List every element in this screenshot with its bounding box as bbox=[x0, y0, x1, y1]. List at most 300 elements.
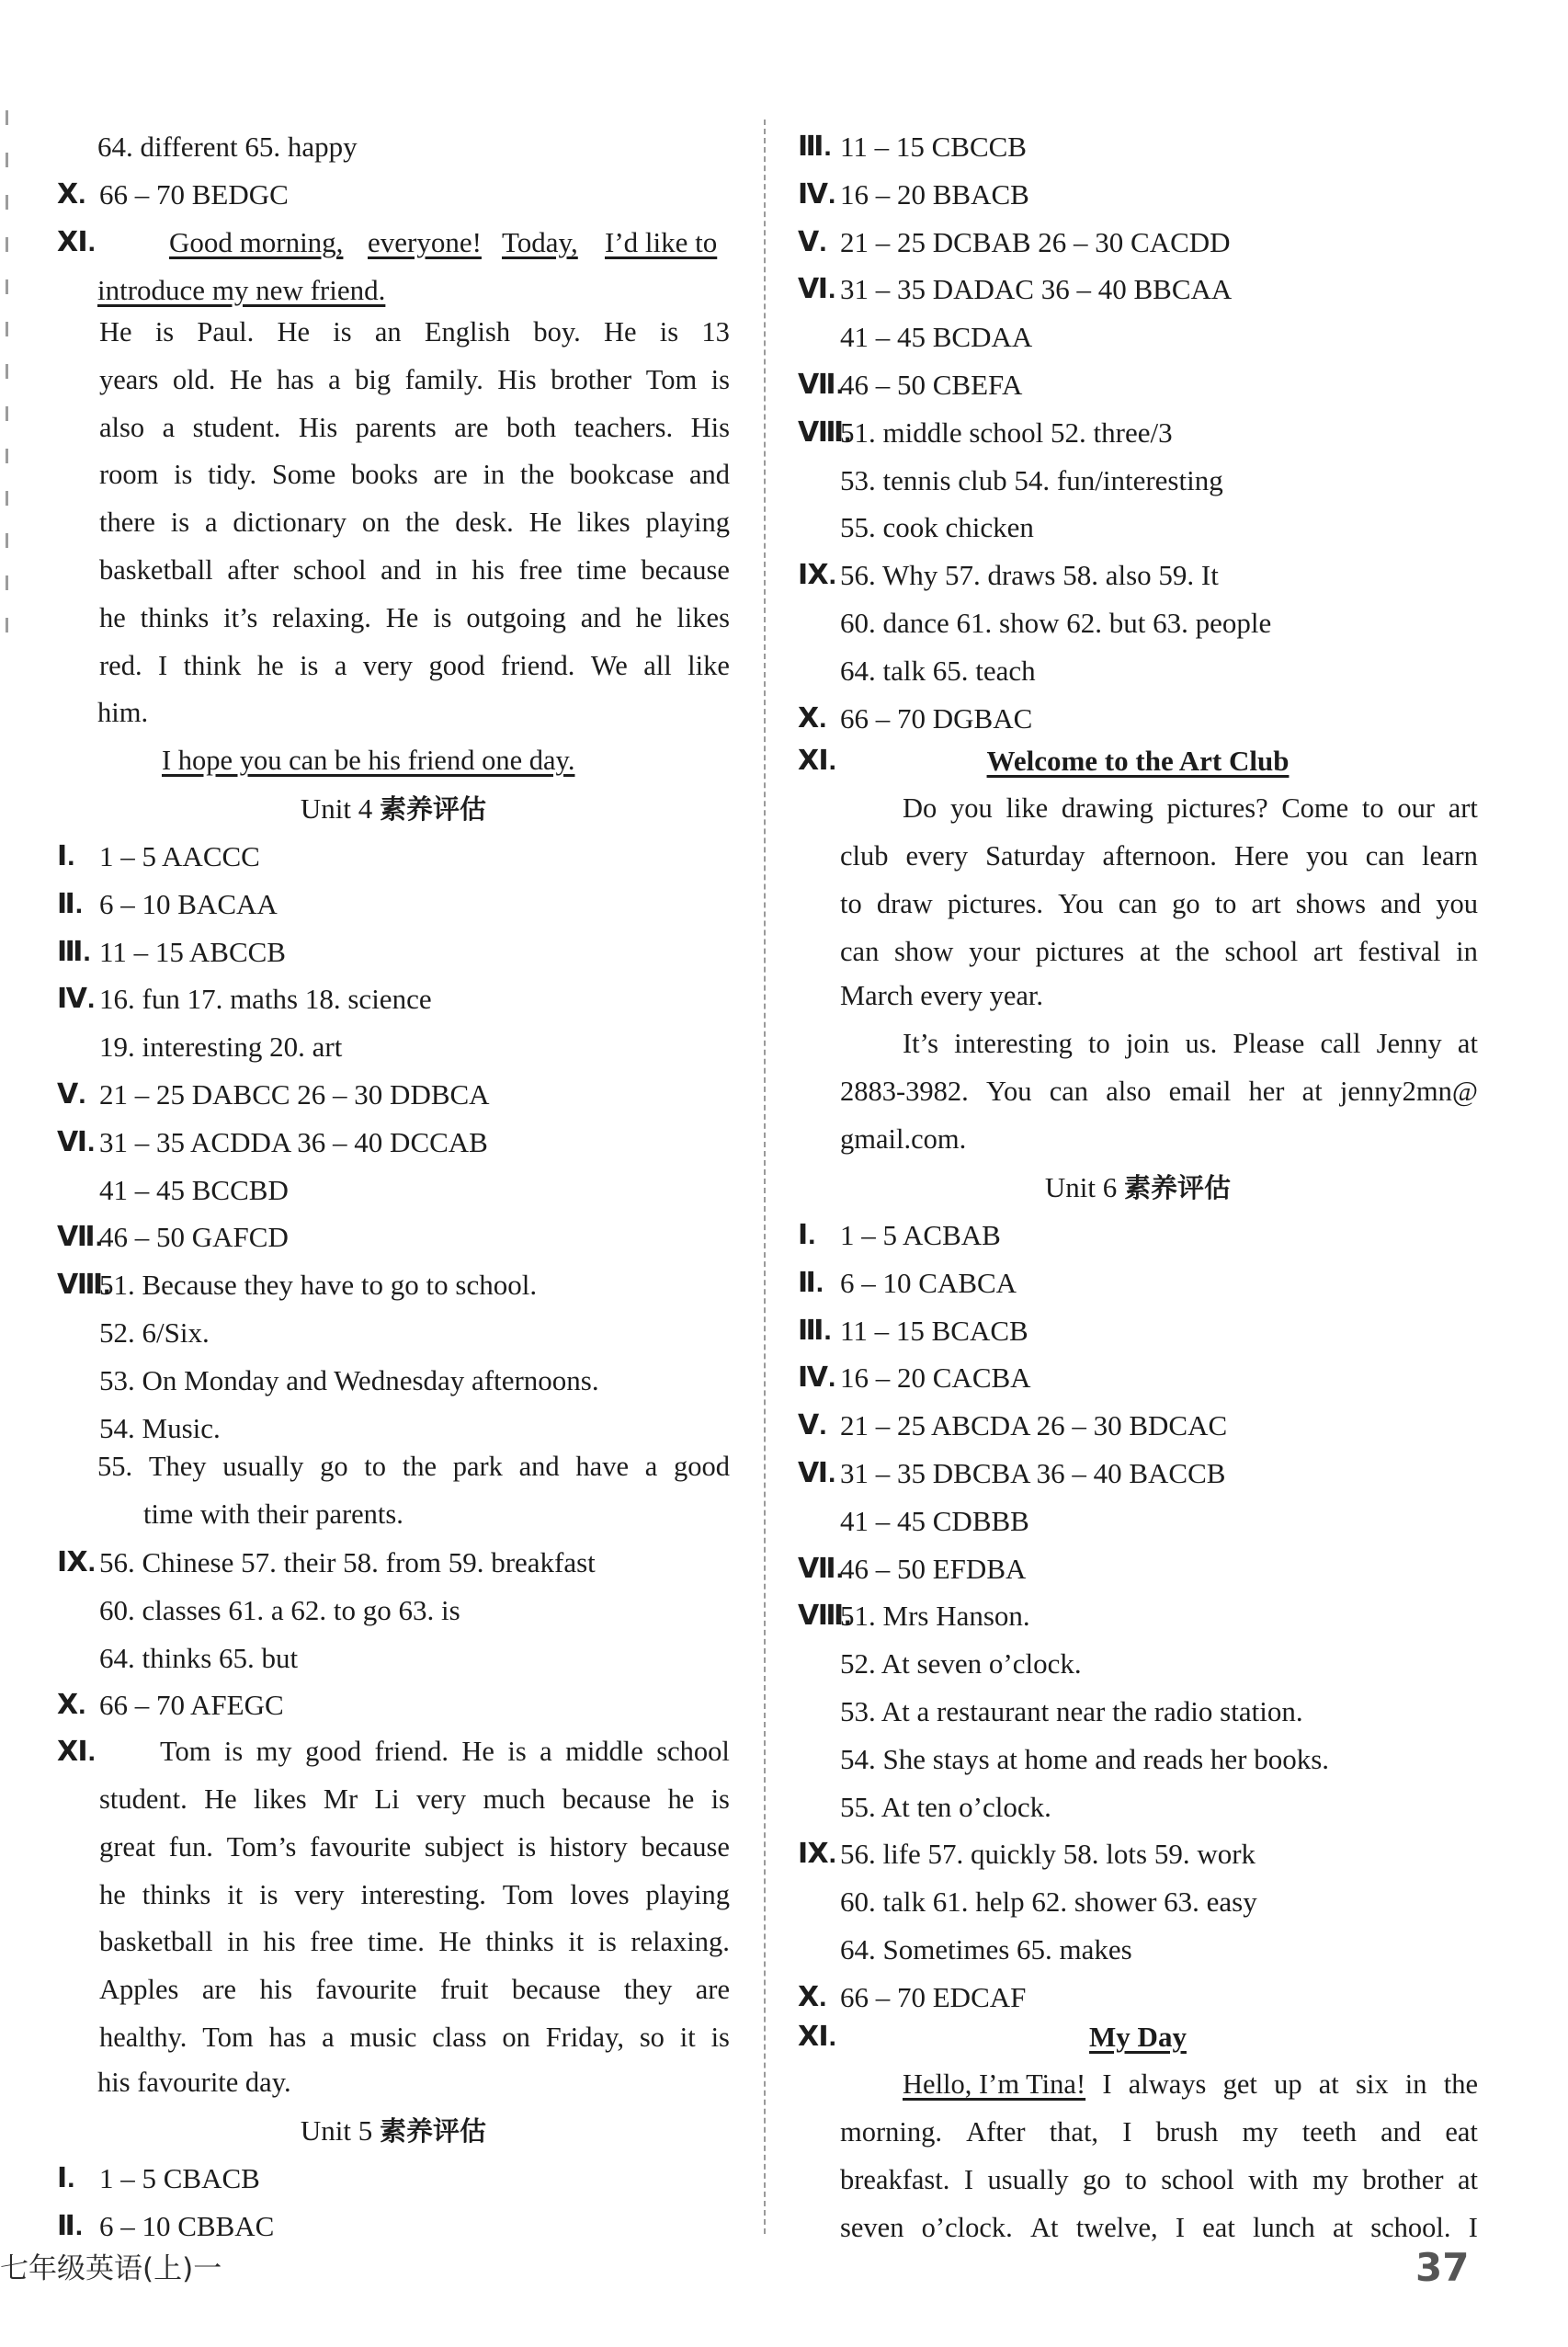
word: club bbox=[840, 840, 889, 872]
word: is bbox=[174, 459, 193, 491]
essay-closing-line: I hope you can be his friend one day. bbox=[162, 745, 575, 776]
word: has bbox=[276, 363, 314, 395]
word: eat bbox=[1202, 2211, 1235, 2243]
word: I bbox=[1122, 2116, 1132, 2148]
word: His bbox=[690, 411, 730, 443]
answer-line: time with their parents. bbox=[143, 1498, 403, 1530]
answer-text: 56. Chinese 57. their 58. from 59. breakfast bbox=[99, 1546, 596, 1578]
word: He bbox=[229, 363, 263, 395]
word: Friday, bbox=[545, 2022, 624, 2053]
word: like bbox=[1006, 792, 1049, 824]
word: thinks bbox=[140, 601, 210, 633]
section-numeral: Ⅲ. bbox=[57, 936, 91, 967]
answer-text: 46 – 50 EFDBA bbox=[840, 1552, 1027, 1585]
word: is bbox=[223, 1736, 244, 1767]
word: great bbox=[99, 1830, 155, 1863]
word: is bbox=[507, 1736, 527, 1767]
word: I bbox=[1175, 2211, 1186, 2243]
answer-text: 21 – 25 DCBAB 26 – 30 CACDD bbox=[840, 225, 1231, 258]
word: you bbox=[1436, 887, 1478, 919]
word: school bbox=[292, 554, 367, 586]
essay-line bbox=[903, 785, 1478, 832]
word: thinks bbox=[142, 1878, 211, 1910]
section-numeral: Ⅱ. bbox=[57, 2210, 84, 2241]
word: likes bbox=[253, 1783, 307, 1815]
word: my bbox=[1242, 2116, 1278, 2148]
answer-text: 60. talk 61. help 62. shower 63. easy bbox=[840, 1886, 1257, 1919]
essay-line bbox=[99, 595, 730, 642]
word: o’clock. bbox=[921, 2211, 1013, 2243]
answer-text: 31 – 35 DBCBA 36 – 40 BACCB bbox=[840, 1457, 1226, 1489]
section-numeral: Ⅸ. bbox=[57, 1547, 96, 1578]
word: my bbox=[1312, 2163, 1348, 2195]
word: he bbox=[635, 601, 663, 633]
word: is bbox=[170, 507, 190, 539]
word: school bbox=[656, 1736, 730, 1767]
word: both bbox=[506, 411, 557, 443]
word: has bbox=[268, 2022, 307, 2053]
word: Come bbox=[1281, 792, 1349, 824]
section-numeral: Ⅶ. bbox=[798, 370, 844, 400]
word: bookcase bbox=[569, 459, 675, 491]
essay-line bbox=[99, 1776, 730, 1823]
word: He bbox=[385, 601, 419, 633]
word: in bbox=[1456, 935, 1478, 967]
word: usually bbox=[987, 2163, 1069, 2195]
word: much bbox=[483, 1783, 546, 1815]
section-numeral: Ⅸ. bbox=[798, 1839, 836, 1870]
answer-text: 19. interesting 20. art bbox=[99, 1031, 343, 1064]
word: basketball bbox=[99, 554, 213, 586]
section-numeral: Ⅶ. bbox=[798, 1553, 844, 1584]
word: teeth bbox=[1301, 2116, 1357, 2148]
word: favourite bbox=[310, 1830, 412, 1863]
answer-text: 64. Sometimes 65. makes bbox=[840, 1933, 1132, 1965]
word: pictures bbox=[1035, 935, 1125, 967]
essay-line bbox=[840, 2157, 1478, 2204]
answer-text: 56. life 57. quickly 58. lots 59. work bbox=[840, 1838, 1256, 1871]
word: is bbox=[433, 601, 452, 633]
word: breakfast. bbox=[840, 2163, 950, 2195]
word: He bbox=[438, 1926, 472, 1958]
word: subject bbox=[424, 1830, 505, 1863]
word: Paul. bbox=[197, 316, 255, 347]
answer-text: 16 – 20 BBACB bbox=[840, 177, 1029, 211]
answer-text: 64. talk 65. teach bbox=[840, 654, 1036, 687]
word: His bbox=[497, 363, 537, 395]
essay-line bbox=[99, 1824, 730, 1871]
word: shows bbox=[1295, 887, 1367, 919]
word: get bbox=[1222, 2068, 1257, 2100]
word: every bbox=[905, 840, 969, 872]
essay-opening-line: Ⅺ. Good morning, everyone! Today, I’d like to bbox=[57, 226, 718, 258]
answer-text: 53. On Monday and Wednesday afternoons. bbox=[99, 1363, 599, 1396]
word: He bbox=[204, 1783, 237, 1815]
word: he bbox=[99, 1878, 126, 1910]
word: school. bbox=[1370, 2211, 1451, 2243]
essay-line bbox=[99, 404, 730, 451]
word: I bbox=[158, 649, 168, 681]
word: 55. bbox=[97, 1451, 133, 1482]
word: seven bbox=[840, 2211, 904, 2243]
essay-line bbox=[840, 881, 1478, 928]
section-numeral: Ⅰ. bbox=[57, 841, 75, 872]
essay-line: March every year. bbox=[840, 980, 1044, 1011]
word: always bbox=[1128, 2068, 1207, 2100]
word: morning. bbox=[840, 2116, 942, 2148]
answer-text: 64. thinks 65. but bbox=[99, 1641, 299, 1674]
answer-text: 66 – 70 EDCAF bbox=[840, 1980, 1027, 2013]
word: tidy. bbox=[208, 459, 257, 491]
word: teachers. bbox=[574, 411, 674, 443]
word: are bbox=[454, 411, 489, 443]
section-numeral: Ⅲ. bbox=[798, 1315, 832, 1346]
word: park bbox=[452, 1451, 503, 1482]
word: can bbox=[1049, 1076, 1089, 1107]
word: I bbox=[1102, 2068, 1112, 2100]
answer-text: 31 – 35 DADAC 36 – 40 BBCAA bbox=[840, 273, 1233, 306]
word: Tom bbox=[502, 1878, 554, 1910]
word: a bbox=[334, 649, 347, 681]
answer-text: 11 – 15 ABCCB bbox=[99, 935, 286, 968]
word: likes bbox=[577, 507, 631, 539]
word: are bbox=[695, 1974, 730, 2006]
word: class bbox=[432, 2022, 487, 2053]
word: fruit bbox=[439, 1974, 489, 2006]
word: it bbox=[568, 1926, 585, 1958]
word: the bbox=[402, 1451, 437, 1482]
word: at bbox=[1457, 1028, 1478, 1059]
answer-text: 54. Music. bbox=[99, 1411, 221, 1444]
word: you bbox=[949, 792, 993, 824]
answer-text: 53. tennis club 54. fun/interesting bbox=[840, 463, 1223, 496]
word: pictures. bbox=[947, 887, 1044, 919]
word: to bbox=[1361, 792, 1384, 824]
section-numeral: Ⅵ. bbox=[798, 1458, 836, 1488]
word: Tom’s bbox=[226, 1830, 297, 1863]
word: in bbox=[483, 459, 506, 491]
unit4-heading: Unit 4 素养评估 bbox=[300, 792, 487, 825]
word: can bbox=[1118, 887, 1158, 919]
answer-text: 41 – 45 BCCBD bbox=[99, 1173, 289, 1206]
essay-line bbox=[99, 2014, 730, 2061]
word: there bbox=[99, 507, 155, 539]
word: is bbox=[333, 316, 352, 347]
word: to bbox=[1125, 2163, 1147, 2195]
word: have bbox=[575, 1451, 629, 1482]
section-numeral: Ⅴ. bbox=[798, 1410, 827, 1441]
word: her bbox=[1248, 1076, 1285, 1107]
answer-text: 60. dance 61. show 62. but 63. people bbox=[840, 607, 1272, 639]
section-numeral: Ⅴ. bbox=[798, 226, 827, 257]
word: dictionary bbox=[233, 507, 347, 539]
word: is bbox=[517, 1830, 537, 1863]
word: likes bbox=[676, 601, 730, 633]
word: like bbox=[687, 649, 730, 681]
word: he bbox=[256, 649, 284, 681]
word: fun. bbox=[168, 1830, 213, 1863]
word: music bbox=[349, 2022, 417, 2053]
word: on bbox=[361, 507, 391, 539]
word: outgoing bbox=[466, 601, 566, 633]
word: He bbox=[461, 1736, 494, 1767]
word: Li bbox=[374, 1783, 400, 1815]
word: because bbox=[641, 1830, 730, 1863]
essay-line bbox=[840, 1068, 1478, 1115]
word: and bbox=[518, 1451, 560, 1482]
word: very bbox=[362, 649, 414, 681]
word: Do bbox=[903, 792, 937, 824]
section-numeral: Ⅱ. bbox=[798, 1267, 824, 1298]
word: because bbox=[511, 1974, 601, 2006]
word: my bbox=[256, 1736, 292, 1767]
section-numeral: Ⅰ. bbox=[57, 2163, 75, 2193]
answer-text: 11 – 15 BCACB bbox=[840, 1314, 1028, 1347]
section-numeral: Ⅷ. bbox=[798, 1601, 852, 1632]
section-numeral: Ⅹ. bbox=[57, 1690, 86, 1721]
word: Jenny bbox=[1376, 1028, 1442, 1059]
word: are bbox=[201, 1974, 237, 2006]
word: He bbox=[603, 316, 637, 347]
word: Apples bbox=[99, 1974, 179, 2006]
answer-text: 11 – 15 CBCCB bbox=[840, 131, 1027, 163]
word: red. bbox=[99, 649, 142, 681]
word: brush bbox=[1155, 2116, 1219, 2148]
section-numeral: Ⅳ. bbox=[798, 178, 836, 210]
word: at bbox=[1333, 2211, 1354, 2243]
word: twelve, bbox=[1075, 2211, 1158, 2243]
answer-text: 53. At a restaurant near the radio station. bbox=[840, 1695, 1303, 1727]
word: festival bbox=[1358, 935, 1441, 967]
word: our bbox=[1397, 792, 1436, 824]
answer-text: 60. classes 61. a 62. to go 63. is bbox=[99, 1593, 460, 1626]
answer-text: 21 – 25 DABCC 26 – 30 DDBCA bbox=[99, 1078, 490, 1111]
word: can bbox=[1365, 840, 1405, 872]
section-numeral: Ⅴ. bbox=[57, 1079, 86, 1110]
word: You bbox=[986, 1076, 1032, 1107]
answer-text: 66 – 70 AFEGC bbox=[99, 1689, 284, 1722]
essay-line bbox=[99, 1872, 730, 1919]
word: at bbox=[1318, 2068, 1339, 2100]
word: is bbox=[710, 363, 730, 395]
section-numeral: Ⅷ. bbox=[798, 416, 852, 448]
underlined-opening: Hello, I’m Tina! bbox=[903, 2068, 1086, 2100]
word: his bbox=[472, 554, 505, 586]
word: you bbox=[1306, 840, 1348, 872]
essay-title: My Day bbox=[1089, 2021, 1187, 2053]
word: go bbox=[1172, 887, 1200, 919]
word: Saturday bbox=[985, 840, 1085, 872]
essay-line bbox=[840, 2109, 1478, 2156]
word: to bbox=[1214, 887, 1237, 919]
word: English bbox=[424, 316, 511, 347]
essay-line bbox=[840, 929, 1478, 975]
word: six bbox=[1355, 2068, 1389, 2100]
word: pictures? bbox=[1166, 792, 1268, 824]
word: he bbox=[99, 601, 126, 633]
word: Tom bbox=[160, 1736, 211, 1767]
essay-line bbox=[99, 357, 730, 404]
essay-line bbox=[840, 833, 1478, 880]
word: jenny2mn@ bbox=[1339, 1076, 1478, 1107]
word: learn bbox=[1421, 840, 1478, 872]
essay-line bbox=[903, 2061, 1478, 2108]
essay-line bbox=[99, 451, 730, 498]
word: a bbox=[322, 2022, 335, 2053]
word: in bbox=[1404, 2068, 1427, 2100]
word: he bbox=[667, 1783, 695, 1815]
word: a bbox=[204, 507, 218, 539]
word: a bbox=[540, 1736, 552, 1767]
word: a bbox=[162, 411, 176, 443]
essay-line bbox=[160, 1728, 730, 1775]
word: boy. bbox=[533, 316, 581, 347]
word: that, bbox=[1049, 2116, 1099, 2148]
word: basketball bbox=[99, 1926, 213, 1958]
word: up bbox=[1274, 2068, 1302, 2100]
word: time bbox=[576, 554, 627, 586]
word: and bbox=[688, 459, 730, 491]
word: Mr bbox=[323, 1783, 358, 1815]
word: lunch bbox=[1253, 2211, 1315, 2243]
word: his bbox=[259, 1974, 293, 2006]
word: family. bbox=[404, 363, 483, 395]
footer-book-title: 七年级英语(上)一 bbox=[0, 2252, 222, 2285]
answer-text: 52. At seven o’clock. bbox=[840, 1647, 1082, 1680]
section-numeral: Ⅹ. bbox=[798, 702, 827, 734]
word: parents bbox=[355, 411, 437, 443]
essay-line: his favourite day. bbox=[97, 2067, 291, 2098]
word: in bbox=[435, 554, 458, 586]
answer-text: 41 – 45 BCDAA bbox=[840, 321, 1033, 354]
essay-line: him. bbox=[97, 697, 149, 728]
word: us. bbox=[1185, 1028, 1218, 1059]
word: After bbox=[966, 2116, 1026, 2148]
word: eat bbox=[1445, 2116, 1478, 2148]
section-numeral: Ⅷ. bbox=[57, 1270, 111, 1301]
word: after bbox=[227, 554, 279, 586]
answer-text: 16. fun 17. maths 18. science bbox=[99, 983, 432, 1016]
word: with bbox=[1248, 2163, 1299, 2195]
essay-line bbox=[840, 2205, 1478, 2251]
section-numeral: Ⅳ. bbox=[57, 984, 96, 1015]
word: desk. bbox=[455, 507, 514, 539]
word: is bbox=[259, 1878, 278, 1910]
word: books bbox=[351, 459, 418, 491]
word: email bbox=[1168, 1076, 1232, 1107]
word: are bbox=[433, 459, 468, 491]
word: They bbox=[148, 1451, 207, 1482]
word: He bbox=[277, 316, 311, 347]
word: is bbox=[300, 649, 319, 681]
word: years bbox=[99, 363, 159, 395]
word: We bbox=[590, 649, 628, 681]
word: it’s bbox=[223, 601, 258, 633]
word: at bbox=[1457, 2163, 1478, 2195]
word: big bbox=[355, 363, 392, 395]
answer-text: 55. cook chicken bbox=[840, 511, 1034, 544]
answer-text: 55. At ten o’clock. bbox=[840, 1790, 1051, 1823]
word: 13 bbox=[701, 316, 730, 347]
word: history bbox=[549, 1830, 628, 1863]
word: favourite bbox=[315, 1974, 417, 2006]
answer-text: 46 – 50 GAFCD bbox=[99, 1221, 289, 1254]
word: He bbox=[99, 316, 132, 347]
word: and bbox=[580, 601, 621, 633]
section-numeral: Ⅸ. bbox=[798, 560, 836, 591]
word: school bbox=[1224, 935, 1299, 967]
word: to bbox=[364, 1451, 387, 1482]
answer-text: 6 – 10 CABCA bbox=[840, 1266, 1017, 1299]
section-numeral: Ⅲ. bbox=[798, 131, 832, 162]
word: very bbox=[294, 1878, 345, 1910]
essay-line bbox=[99, 499, 730, 546]
section-numeral: Ⅰ. bbox=[798, 1220, 816, 1250]
word: Please bbox=[1233, 1028, 1305, 1059]
word: friend. bbox=[500, 649, 575, 681]
answer-text: 31 – 35 ACDDA 36 – 40 DCCAB bbox=[99, 1125, 488, 1158]
word: show bbox=[894, 935, 954, 967]
word: art bbox=[1312, 935, 1344, 967]
section-numeral: Ⅱ. bbox=[57, 888, 84, 919]
word: also bbox=[1106, 1076, 1152, 1107]
answer-text: 21 – 25 ABCDA 26 – 30 BDCAC bbox=[840, 1409, 1228, 1442]
word: is bbox=[597, 1926, 617, 1958]
word: Tom bbox=[645, 363, 698, 395]
word: so bbox=[639, 2022, 665, 2053]
word: the bbox=[1175, 935, 1210, 967]
word: his bbox=[263, 1926, 296, 1958]
word: a bbox=[644, 1451, 658, 1482]
word: His bbox=[298, 411, 338, 443]
word: also bbox=[99, 411, 145, 443]
word: I bbox=[1468, 2211, 1478, 2243]
word: the bbox=[519, 459, 555, 491]
word: call bbox=[1320, 1028, 1361, 1059]
word: all bbox=[643, 649, 672, 681]
word: brother bbox=[551, 363, 632, 395]
word: middle bbox=[565, 1736, 643, 1767]
answer-text: 6 – 10 CBBAC bbox=[99, 2209, 275, 2242]
word: good bbox=[428, 649, 485, 681]
page-number: 37 bbox=[1415, 2245, 1470, 2290]
answer-text: 1 – 5 ACBAB bbox=[840, 1219, 1001, 1251]
word: is bbox=[659, 316, 679, 347]
word: your bbox=[969, 935, 1020, 967]
word: Tom bbox=[202, 2022, 254, 2053]
essay-line: gmail.com. bbox=[840, 1123, 967, 1155]
word: Some bbox=[271, 459, 336, 491]
word: thinks bbox=[485, 1926, 554, 1958]
word: very bbox=[415, 1783, 467, 1815]
word: and bbox=[1381, 887, 1422, 919]
word: think bbox=[183, 649, 242, 681]
word: time. bbox=[368, 1926, 425, 1958]
word: to bbox=[1088, 1028, 1110, 1059]
binding-edge-marks bbox=[0, 110, 15, 699]
word: interesting bbox=[954, 1028, 1073, 1059]
answer-text: 16 – 20 CACBA bbox=[840, 1361, 1031, 1395]
word: room bbox=[99, 459, 159, 491]
word: and bbox=[1381, 2116, 1422, 2148]
word: He bbox=[528, 507, 562, 539]
word: art bbox=[1448, 792, 1478, 824]
word: can bbox=[840, 935, 880, 967]
unit5-heading: Unit 5 素养评估 bbox=[300, 2114, 487, 2147]
word: good bbox=[673, 1451, 730, 1482]
answer-text: 6 – 10 BACAA bbox=[99, 887, 278, 920]
essay-line bbox=[903, 1020, 1478, 1067]
